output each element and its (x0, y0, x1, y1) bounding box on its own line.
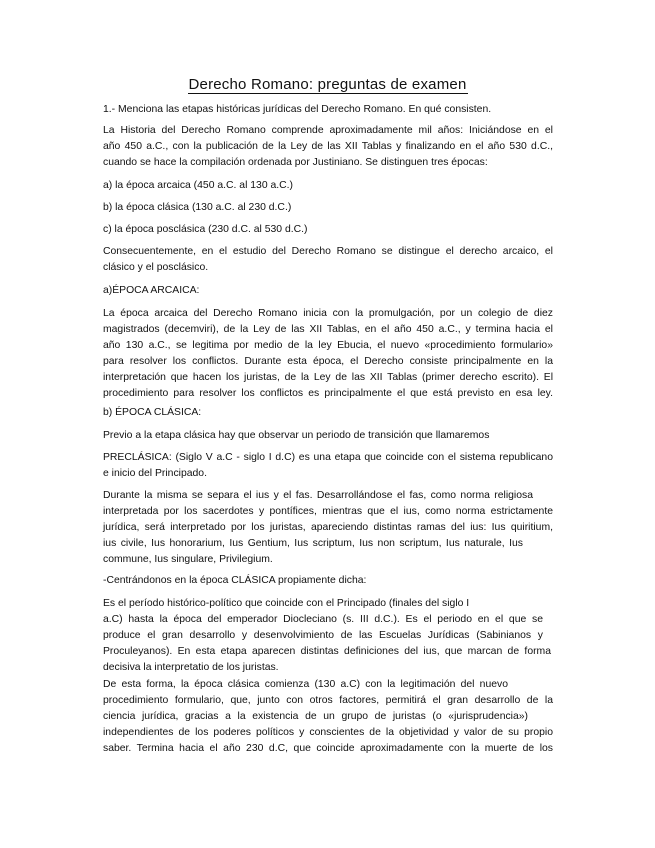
preclasica-line: e inicio del Principado. (103, 468, 207, 479)
durante-line: ius civile, Ius honorarium, Ius Gentium, Ius scriptum, Ius non scriptum, Ius naturale, Ius (103, 538, 523, 549)
consequently-line: clásico y el posclásico. (103, 262, 209, 273)
intro-line: La Historia del Derecho Romano comprende aproximadamente mil años: Iniciándose en el (103, 125, 553, 136)
periodo-line: produce el gran desarrollo y desenvolvimiento de las Escuelas Jurídicas (Sabinianos y (103, 630, 543, 641)
forma-line: ciencia jurídica, gracias a la existencia de un grupo de juristas (o «jurisprudencia») (103, 711, 528, 722)
arcaica-line: procedimiento para resolver los conflictos es principalmente el que está previsto en esa ley. (103, 388, 553, 399)
heading-arcaica: a)ÉPOCA ARCAICA: (103, 285, 200, 296)
centrandonos-line: -Centrándonos en la época CLÁSICA propiamente dicha: (103, 575, 367, 586)
durante-line: interpretada por los sacerdotes y pontífices, mientras que el ius, como norma estrictamente (103, 506, 553, 517)
previo-line: Previo a la etapa clásica hay que observar un periodo de transición que llamaremos (103, 430, 490, 441)
intro-line: año 450 a.C., con la publicación de la Ley de las XII Tablas y finalizando en el año 530 d.C., (103, 141, 553, 152)
forma-line: procedimiento formulario, que, junto con otros factores, permitirá el gran desarrollo de la (103, 695, 553, 706)
forma-line: saber. Termina hacia el año 230 d.C, que coincide aproximadamente con la muerte de los (103, 743, 553, 754)
durante-line: Durante la misma se separa el ius y el fas. Desarrollándose el fas, como norma religiosa (103, 490, 533, 501)
periodo-line: Es el período histórico-político que coincide con el Principado (finales del siglo I (103, 598, 470, 609)
consequently-line: Consecuentemente, en el estudio del Derecho Romano se distingue el derecho arcaico, el (103, 246, 553, 257)
arcaica-line: La época arcaica del Derecho Romano inicia con la promulgación, por un colegio de diez (103, 308, 553, 319)
durante-line: commune, Ius singulare, Privilegium. (103, 554, 273, 565)
preclasica-line: PRECLÁSICA: (Siglo V a.C - siglo I d.C) es una etapa que coincide con el sistema republicano (103, 452, 553, 463)
heading-clasica: b) ÉPOCA CLÁSICA: (103, 407, 202, 418)
intro-line: cuando se hace la compilación ordenada por Justiniano. Se distinguen tres épocas: (103, 157, 488, 168)
epoch-item: a) la época arcaica (450 a.C. al 130 a.C.) (103, 180, 294, 191)
arcaica-line: interpretación que hacen los juristas, de la Ley de las XII Tablas (primer derecho escrito). El (103, 372, 553, 383)
periodo-line: a.C) hasta la época del emperador Diocleciano (s. III d.C.). Es el periodo en el que se (103, 614, 543, 625)
arcaica-line: magistrados (decemviri), de la Ley de las XII Tablas, en el año 450 a.C., y termina hacia el (103, 324, 553, 335)
forma-line: De esta forma, la época clásica comienza (130 a.C) con la legitimación del nuevo (103, 679, 508, 690)
arcaica-line: para resolver los conflictos. Durante esta época, el Derecho consiste principalmente en la (103, 356, 553, 367)
epoch-item: c) la época posclásica (230 d.C. al 530 d.C.) (103, 224, 308, 235)
arcaica-line: año 130 a.C., se legitima por medio de la ley Ebucia, el nuevo «procedimiento formulario» (103, 340, 553, 351)
forma-line: independientes de los poderes políticos y conscientes de la objetividad y valor de su propio (103, 727, 553, 738)
document-title: Derecho Romano: preguntas de examen (188, 76, 467, 93)
question-1: 1.- Menciona las etapas históricas jurídicas del Derecho Romano. En qué consisten. (103, 104, 492, 115)
periodo-line: decisiva la interpretatio de los juristas. (103, 662, 279, 673)
epoch-item: b) la época clásica (130 a.C. al 230 d.C.) (103, 202, 292, 213)
durante-line: jurídica, será interpretado por los juristas, apareciendo distintas ramas del ius: Ius quiritium, (103, 522, 553, 533)
periodo-line: Proculeyanos). En esta etapa aparecen distintas definiciones del ius, que marcan de forma (103, 646, 551, 657)
